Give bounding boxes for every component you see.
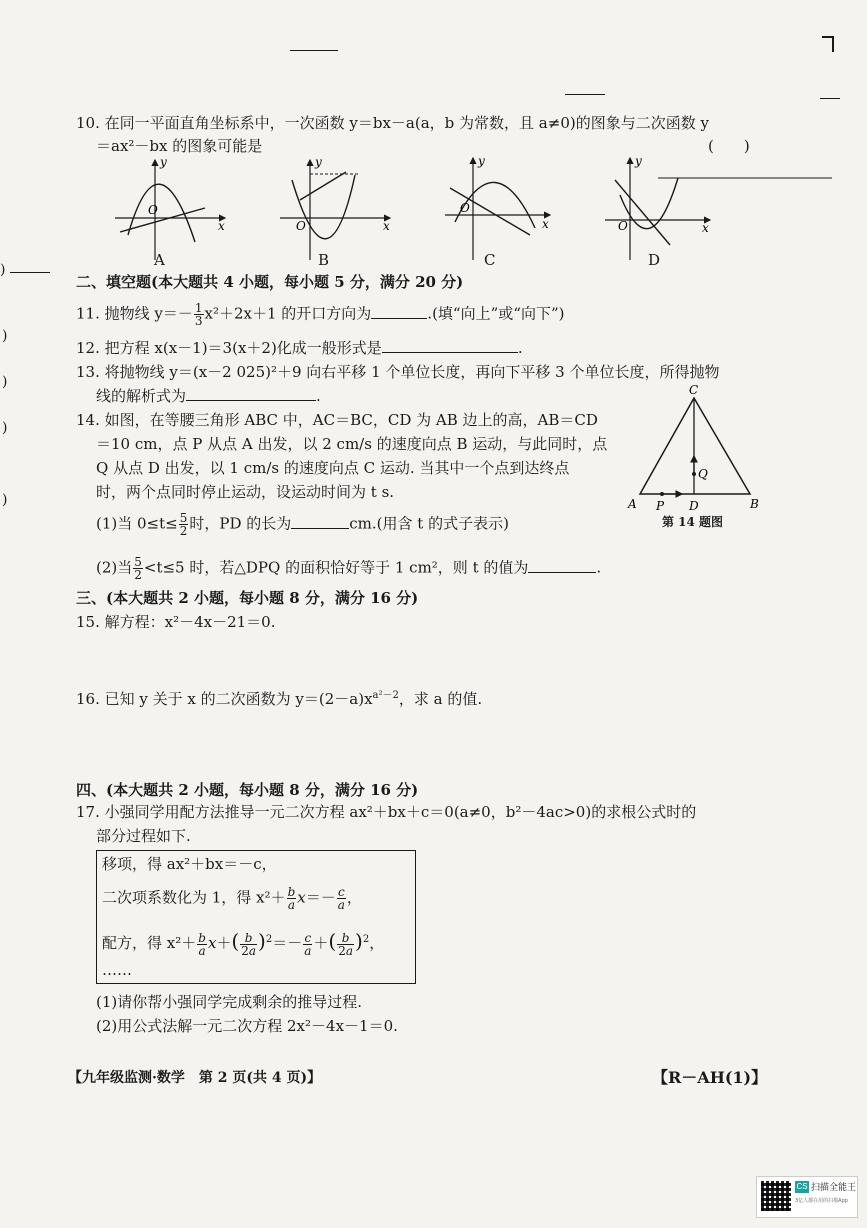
top-mark-line: [290, 50, 338, 51]
section-2-title: 二、填空题(本大题共 4 小题，每小题 5 分，满分 20 分): [76, 273, 464, 291]
q13-tail: .: [316, 387, 321, 405]
graph-a-origin: O: [148, 203, 158, 217]
q10-option-b: B: [318, 251, 330, 269]
margin-mark: ): [2, 420, 8, 436]
q13-blank: [186, 386, 316, 401]
q17-frac-c-a-2: $\frac{c}{a}$: [304, 930, 312, 958]
q14-part2: [96, 556, 601, 581]
fig-label-p: P: [656, 499, 665, 513]
q14-p1-pre: (1)当 0≤t≤: [96, 514, 178, 533]
q14-p2-blank: [528, 558, 596, 573]
qr-code-icon: [761, 1181, 791, 1211]
graph-a-x-label: x: [218, 219, 225, 233]
q14-p1-post: 时，PD 的长为: [189, 514, 292, 533]
graph-c-y-label: y: [478, 154, 485, 168]
q17-box2-pre: 二次项系数化为 1，得 x²＋: [102, 888, 286, 907]
scanner-brand: 扫描全能王: [811, 1183, 857, 1193]
q14-p1-num: 5: [179, 511, 188, 525]
margin-mark: ): [0, 262, 6, 278]
graph-d-y-label: y: [635, 154, 642, 168]
fig-label-d: D: [689, 499, 699, 513]
q14-p1-blank: [291, 514, 349, 529]
q16-text: 16. 已知 y 关于 x 的二次函数为 y＝(2－a)x: [76, 690, 373, 708]
q10-option-a: A: [154, 251, 165, 269]
q15: 15. 解方程：x²－4x－21＝0.: [76, 613, 276, 631]
margin-mark: ): [2, 328, 8, 344]
fig-label-q: Q: [698, 467, 708, 481]
graph-c-x-label: x: [542, 217, 549, 231]
graph-b-origin: O: [296, 219, 306, 233]
graph-b: [280, 155, 390, 260]
q14-p2-den: 2: [134, 568, 142, 582]
fig-label-a: A: [628, 497, 637, 511]
q13-line2-text: 线的解析式为: [96, 387, 187, 405]
q10-option-d: D: [648, 251, 661, 269]
q14-p2-post: <t≤5 时，若△DPQ 的面积恰好等于 1 cm²，则 t 的值为: [143, 558, 529, 577]
q11-den: 3: [194, 314, 203, 328]
q17-frac-b-a: $\frac{b}{a}$: [287, 885, 296, 912]
q17-frac-b-2a-2: $\frac{b}{2a}$: [338, 930, 354, 958]
footer-right: 【R－AH(1)】: [652, 1068, 768, 1087]
fig-label-c: C: [689, 383, 699, 397]
q17-sub2: (2)用公式法解一元二次方程 2x²－4x－1＝0.: [96, 1017, 398, 1035]
q14-p1-fraction: [179, 512, 189, 537]
q14-line2: ＝10 cm，点 P 从点 A 出发，以 2 cm/s 的速度向点 B 运动，与此同时，点: [96, 435, 608, 453]
q14-p2-pre: (2)当: [96, 558, 133, 577]
scanner-sub: 3亿人都在用的扫描App: [795, 1198, 848, 1204]
q10-line2: ＝ax²－bx 的图象可能是: [96, 137, 263, 155]
q13-line1: 13. 将抛物线 y＝(x－2 025)²＋9 向右平移 1 个单位长度，再向下平移 3 个单位长度，所得抛物: [76, 363, 720, 381]
q10-line1: 10. 在同一平面直角坐标系中，一次函数 y＝bx－a(a，b 为常数，且 a≠0)的图象与二次函数 y: [76, 114, 709, 132]
q17-box-line4: ……: [102, 961, 132, 979]
q12-tail: .: [517, 339, 523, 357]
q10-paren: ( ): [708, 137, 750, 155]
q13-line2: [96, 386, 321, 406]
q17-line2: 部分过程如下.: [96, 827, 191, 845]
section-3-title: 三、(本大题共 2 小题，每小题 8 分，满分 16 分): [76, 589, 419, 607]
q14-fig-caption: 第 14 题图: [662, 515, 724, 529]
graph-c: [445, 154, 550, 260]
q14-p2-tail: .: [596, 558, 602, 577]
q16-tail: ，求 a 的值.: [398, 690, 483, 708]
scanner-badge: CS: [796, 1182, 808, 1191]
top-mark-line: [565, 94, 605, 95]
margin-mark: ): [2, 492, 8, 508]
graph-a-y-label: y: [160, 155, 167, 169]
q14-line1: 14. 如图，在等腰三角形 ABC 中，AC＝BC，CD 为 AB 边上的高，AB＝CD: [76, 411, 598, 429]
q17-frac-b-2a: $\frac{b}{2a}$: [241, 930, 257, 958]
q14-p1-tail: cm.(用含 t 的式子表示): [349, 514, 509, 533]
graph-b-x-label: x: [383, 219, 390, 233]
footer-left: 【九年级监测·数学 第 2 页(共 4 页)】: [68, 1070, 322, 1086]
q17-box-line1: 移项，得 ax²＋bx＝－c，: [102, 855, 277, 873]
q17-line1: 17. 小强同学用配方法推导一元二次方程 ax²＋bx＋c＝0(a≠0，b²－4ac>0)的求根公式时的: [76, 803, 697, 821]
q14-line3: Q 从点 D 出发，以 1 cm/s 的速度向点 C 运动. 当其中一个点到达终点: [96, 459, 570, 477]
section-4-title: 四、(本大题共 2 小题，每小题 8 分，满分 16 分): [76, 781, 419, 799]
q14-line4: 时，两个点同时停止运动，设运动时间为 t s.: [96, 483, 395, 501]
q17-box3-pre: 配方，得 x²＋: [102, 934, 197, 952]
graph-d: [605, 154, 710, 260]
q17-frac-b-a-2: $\frac{b}{a}$: [198, 930, 206, 958]
graph-c-origin: O: [460, 201, 470, 215]
graph-b-y-label: y: [315, 155, 322, 169]
graph-d-origin: O: [618, 219, 628, 233]
q10-graphs: [110, 150, 840, 270]
margin-mark-line: [10, 272, 50, 273]
q16: [76, 686, 482, 709]
corner-mark: [822, 36, 834, 52]
q17-box-line2: 二次项系数化为 1，得 x²＋ $\frac{b}{a}$ x＝－ $\frac{c}{a}$ ，: [102, 885, 362, 912]
q17-box-line3: 配方，得 x²＋ $\frac{b}{a}$ x＋( $\frac{b}{2a}$ )$^2$＝－ $\frac{c}{a}$ ＋( $\frac{b}{2a}$ )$^2$，: [102, 929, 385, 958]
q17-sub1: (1)请你帮小强同学完成剩余的推导过程.: [96, 993, 363, 1011]
q12-text: 12. 把方程 x(x－1)＝3(x＋2)化成一般形式是: [76, 339, 382, 357]
q11-post: x²＋2x＋1 的开口方向为: [204, 304, 372, 323]
q12: [76, 338, 523, 358]
graph-a: [115, 155, 225, 260]
q11-pre: 11. 抛物线 y＝－: [76, 304, 193, 323]
q11: [76, 302, 564, 327]
q10-option-c: C: [484, 251, 496, 269]
q16-exponent: a²－2: [372, 690, 399, 701]
top-mark-line: [820, 98, 840, 99]
q17-frac-c-a: $\frac{c}{a}$: [337, 885, 345, 912]
q11-blank: [371, 304, 427, 319]
q14-part1: [96, 512, 509, 537]
q14-p1-den: 2: [179, 524, 188, 538]
graph-d-x-label: x: [702, 221, 709, 235]
scanner-watermark: [756, 1176, 858, 1218]
fig-label-b: B: [750, 497, 759, 511]
margin-mark: ): [2, 374, 8, 390]
q11-num: 1: [194, 301, 203, 315]
q11-tail: .(填“向上”或“向下”): [427, 304, 565, 323]
q14-p2-num: 5: [134, 555, 142, 569]
q14-figure: [622, 382, 772, 517]
q12-blank: [382, 338, 518, 353]
q11-fraction: [194, 302, 204, 327]
q14-p2-fraction: [133, 556, 143, 581]
